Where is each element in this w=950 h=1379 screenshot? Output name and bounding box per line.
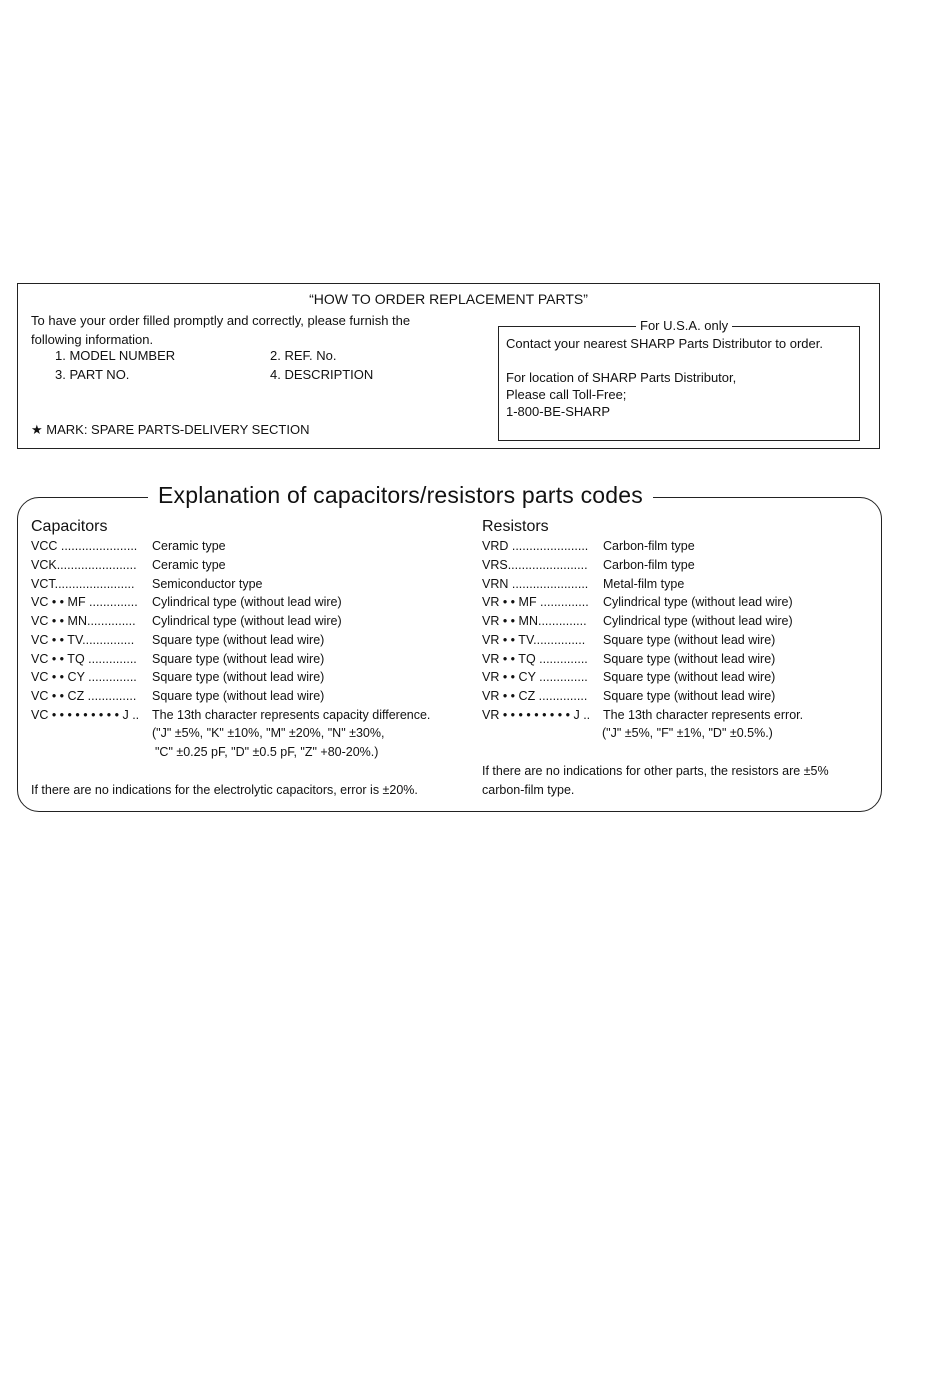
resistors-heading: Resistors (482, 518, 549, 535)
capacitors-heading: Capacitors (31, 518, 108, 535)
resistor-code-code: VR • • CZ .............. (482, 689, 588, 703)
capacitor-code-description: Square type (without lead wire) (152, 689, 325, 703)
capacitor-note: If there are no indications for the electrolytic capacitors, error is ±20%. (31, 783, 418, 797)
capacitor-code-description: Square type (without lead wire) (152, 670, 325, 685)
field-part-no: 3. PART NO. (55, 367, 130, 382)
capacitor-code-code: VC • • TQ .............. (31, 651, 137, 666)
capacitor-code-code: VC • • MF .............. (31, 595, 138, 610)
resistor-tolerance-line-1: ("J" ±5%, "F" ±1%, "D" ±0.5%.) (602, 726, 773, 740)
capacitor-code-description: Cylindrical type (without lead wire) (152, 614, 342, 628)
capacitor-code-description: Cylindrical type (without lead wire) (152, 595, 342, 610)
spare-parts-mark: ★ MARK: SPARE PARTS-DELIVERY SECTION (31, 422, 310, 437)
resistor-code-description: Cylindrical type (without lead wire) (603, 595, 793, 610)
resistor-code-code: VR • • TV............... (482, 632, 586, 647)
usa-only-box (498, 318, 860, 441)
capacitor-code-code: VC • • CY .............. (31, 670, 137, 685)
usa-contact: Contact your nearest SHARP Parts Distributor to order. (506, 336, 823, 351)
resistor-code-description: Square type (without lead wire) (603, 689, 776, 703)
resistor-code-code: VRN ...................... (482, 576, 589, 591)
capacitor-code-description: Ceramic type (152, 557, 226, 572)
resistor-code-code: VR • • TQ .............. (482, 651, 588, 666)
usa-phone: 1-800-BE-SHARP (506, 404, 611, 419)
resistor-code-code: VRS....................... (482, 557, 588, 572)
order-info-box (17, 283, 880, 449)
capacitor-code-code: VC • • MN.............. (31, 614, 136, 628)
capacitor-code-code: VCT....................... (31, 576, 135, 591)
capacitor-tolerance-line-2: "C" ±0.25 pF, "D" ±0.5 pF, "Z" +80-20%.) (155, 745, 379, 759)
capacitor-code-description: Square type (without lead wire) (152, 651, 325, 666)
explanation-title: Explanation of capacitors/resistors parts codes (148, 482, 653, 509)
usa-call: Please call Toll-Free; (506, 387, 627, 402)
capacitor-code-description: Square type (without lead wire) (152, 632, 325, 647)
field-description: 4. DESCRIPTION (270, 367, 374, 382)
capacitor-code-description: The 13th character represents capacity difference. (152, 707, 431, 722)
resistor-code-description: Cylindrical type (without lead wire) (603, 614, 793, 628)
usa-only-legend: For U.S.A. only (636, 318, 732, 333)
resistor-code-description: Metal-film type (603, 576, 685, 591)
capacitor-code-code: VCK....................... (31, 557, 137, 572)
order-intro: To have your order filled promptly and correctly, please furnish the following information. (31, 313, 411, 347)
resistor-code-code: VR • • CY .............. (482, 670, 588, 685)
capacitor-code-code: VCC ...................... (31, 539, 138, 553)
usa-location: For location of SHARP Parts Distributor, (506, 370, 737, 385)
order-title: “HOW TO ORDER REPLACEMENT PARTS” (309, 291, 588, 307)
field-model-number: 1. MODEL NUMBER (55, 348, 176, 363)
field-ref-no: 2. REF. No. (270, 348, 337, 363)
resistor-code-description: The 13th character represents error. (603, 707, 804, 722)
resistor-code-code: VR • • MF .............. (482, 595, 589, 610)
capacitor-code-code: VC • • CZ .............. (31, 689, 137, 703)
resistor-code-code: VRD ...................... (482, 539, 589, 553)
parts-codes-explanation-box (17, 482, 882, 812)
resistor-code-code: VR • • MN.............. (482, 614, 587, 628)
resistor-code-description: Square type (without lead wire) (603, 670, 776, 685)
resistor-code-description: Carbon-film type (603, 557, 695, 572)
capacitor-code-description: Ceramic type (152, 539, 226, 553)
resistor-code-description: Carbon-film type (603, 539, 695, 553)
capacitor-code-code: VC • • • • • • • • • J .. (31, 707, 140, 722)
capacitor-tolerance-line-1: ("J" ±5%, "K" ±10%, "M" ±20%, "N" ±30%, (152, 726, 385, 740)
capacitor-code-code: VC • • TV............... (31, 632, 135, 647)
resistor-code-description: Square type (without lead wire) (603, 651, 776, 666)
resistor-code-description: Square type (without lead wire) (603, 632, 776, 647)
capacitor-code-description: Semiconductor type (152, 576, 263, 591)
resistor-code-code: VR • • • • • • • • • J .. (482, 707, 591, 722)
resistor-note: If there are no indications for other parts, the resistors are ±5% carbon-film type. (482, 764, 829, 797)
